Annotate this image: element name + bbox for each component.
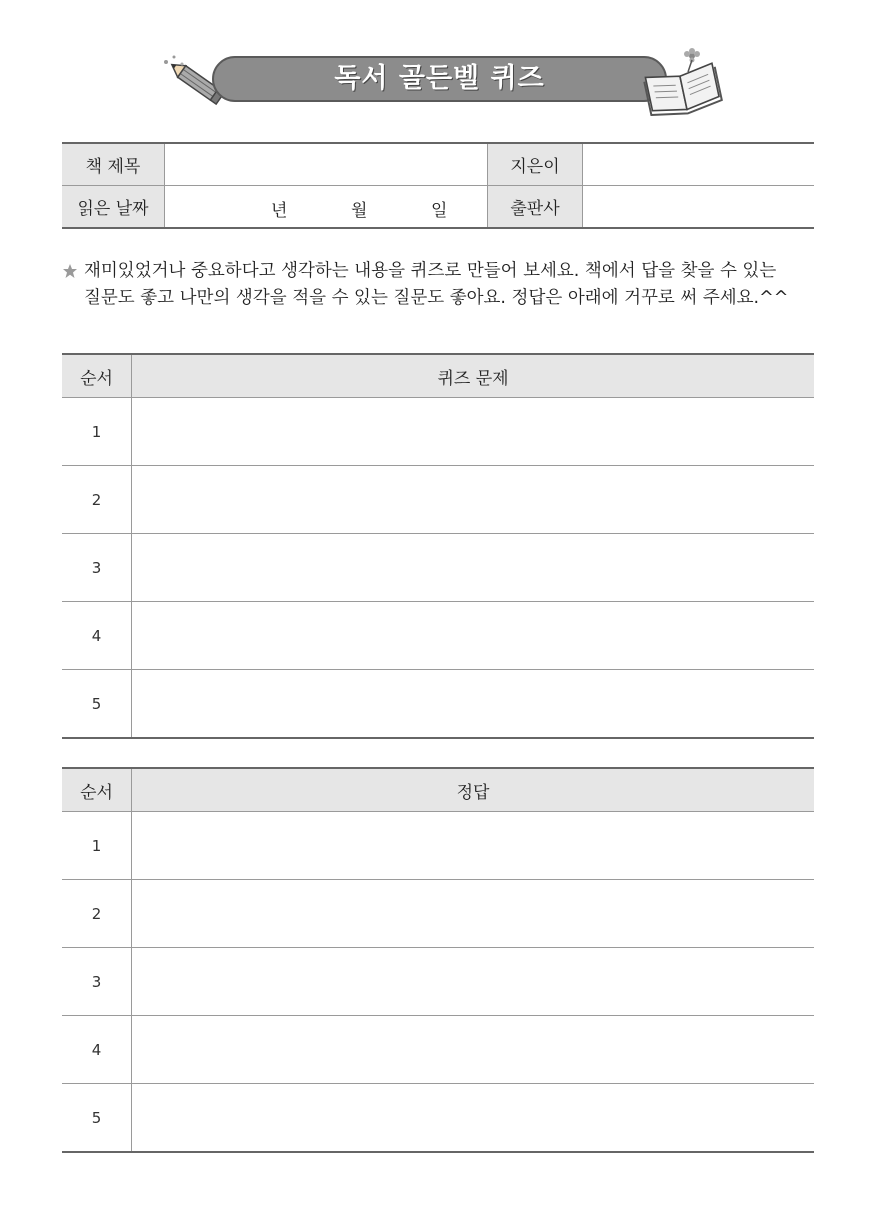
- quiz-row-number: 2: [62, 466, 132, 534]
- quiz-question-field[interactable]: [132, 534, 815, 602]
- page-title: 독서 골든벨 퀴즈: [334, 63, 545, 94]
- date-day-unit: 일: [431, 201, 448, 221]
- date-field[interactable]: [165, 186, 488, 229]
- book-info-table: [62, 142, 814, 229]
- answer-table: [62, 767, 814, 1153]
- answer-field[interactable]: [132, 880, 815, 948]
- quiz-table: [62, 353, 814, 739]
- quiz-row-number: 4: [62, 602, 132, 670]
- quiz-col-order: 순서: [62, 354, 132, 398]
- open-book-icon: [640, 46, 725, 116]
- answer-field[interactable]: [132, 1084, 815, 1153]
- date-label: 읽은 날짜: [62, 186, 165, 229]
- answer-row-number: 1: [62, 812, 132, 880]
- answer-row-number: 4: [62, 1016, 132, 1084]
- quiz-col-content: 퀴즈 문제: [132, 354, 815, 398]
- book-title-field[interactable]: [165, 143, 488, 186]
- publisher-field[interactable]: [583, 186, 815, 229]
- star-icon: [62, 263, 78, 279]
- answer-field[interactable]: [132, 1016, 815, 1084]
- answer-col-order: 순서: [62, 768, 132, 812]
- table-row: [62, 1084, 814, 1153]
- author-label: 지은이: [488, 143, 583, 186]
- table-row: [62, 466, 814, 534]
- quiz-row-number: 5: [62, 670, 132, 739]
- quiz-question-field[interactable]: [132, 398, 815, 466]
- table-row: [62, 880, 814, 948]
- author-field[interactable]: [583, 143, 815, 186]
- date-month-unit: 월: [351, 201, 368, 221]
- table-row: [62, 812, 814, 880]
- quiz-question-field[interactable]: [132, 466, 815, 534]
- date-year-unit: 년: [271, 201, 288, 221]
- table-row: [62, 534, 814, 602]
- answer-col-content: 정답: [132, 768, 815, 812]
- instruction-line-2: 질문도 좋고 나만의 생각을 적을 수 있는 질문도 좋아요. 정답은 아래에 거꾸로 써 주세요.^^: [84, 288, 789, 308]
- answer-row-number: 3: [62, 948, 132, 1016]
- answer-field[interactable]: [132, 948, 815, 1016]
- answer-row-number: 5: [62, 1084, 132, 1153]
- instruction: [62, 258, 822, 312]
- table-row: [62, 602, 814, 670]
- table-row: [62, 1016, 814, 1084]
- quiz-row-number: 1: [62, 398, 132, 466]
- book-title-label: 책 제목: [62, 143, 165, 186]
- answer-row-number: 2: [62, 880, 132, 948]
- title-banner: [160, 46, 720, 116]
- quiz-question-field[interactable]: [132, 602, 815, 670]
- table-row: [62, 670, 814, 739]
- instruction-line-1: 재미있었거나 중요하다고 생각하는 내용을 퀴즈로 만들어 보세요. 책에서 답을 찾을 수 있는: [84, 261, 777, 281]
- quiz-question-field[interactable]: [132, 670, 815, 739]
- answer-field[interactable]: [132, 812, 815, 880]
- table-row: [62, 948, 814, 1016]
- publisher-label: 출판사: [488, 186, 583, 229]
- quiz-row-number: 3: [62, 534, 132, 602]
- table-row: [62, 398, 814, 466]
